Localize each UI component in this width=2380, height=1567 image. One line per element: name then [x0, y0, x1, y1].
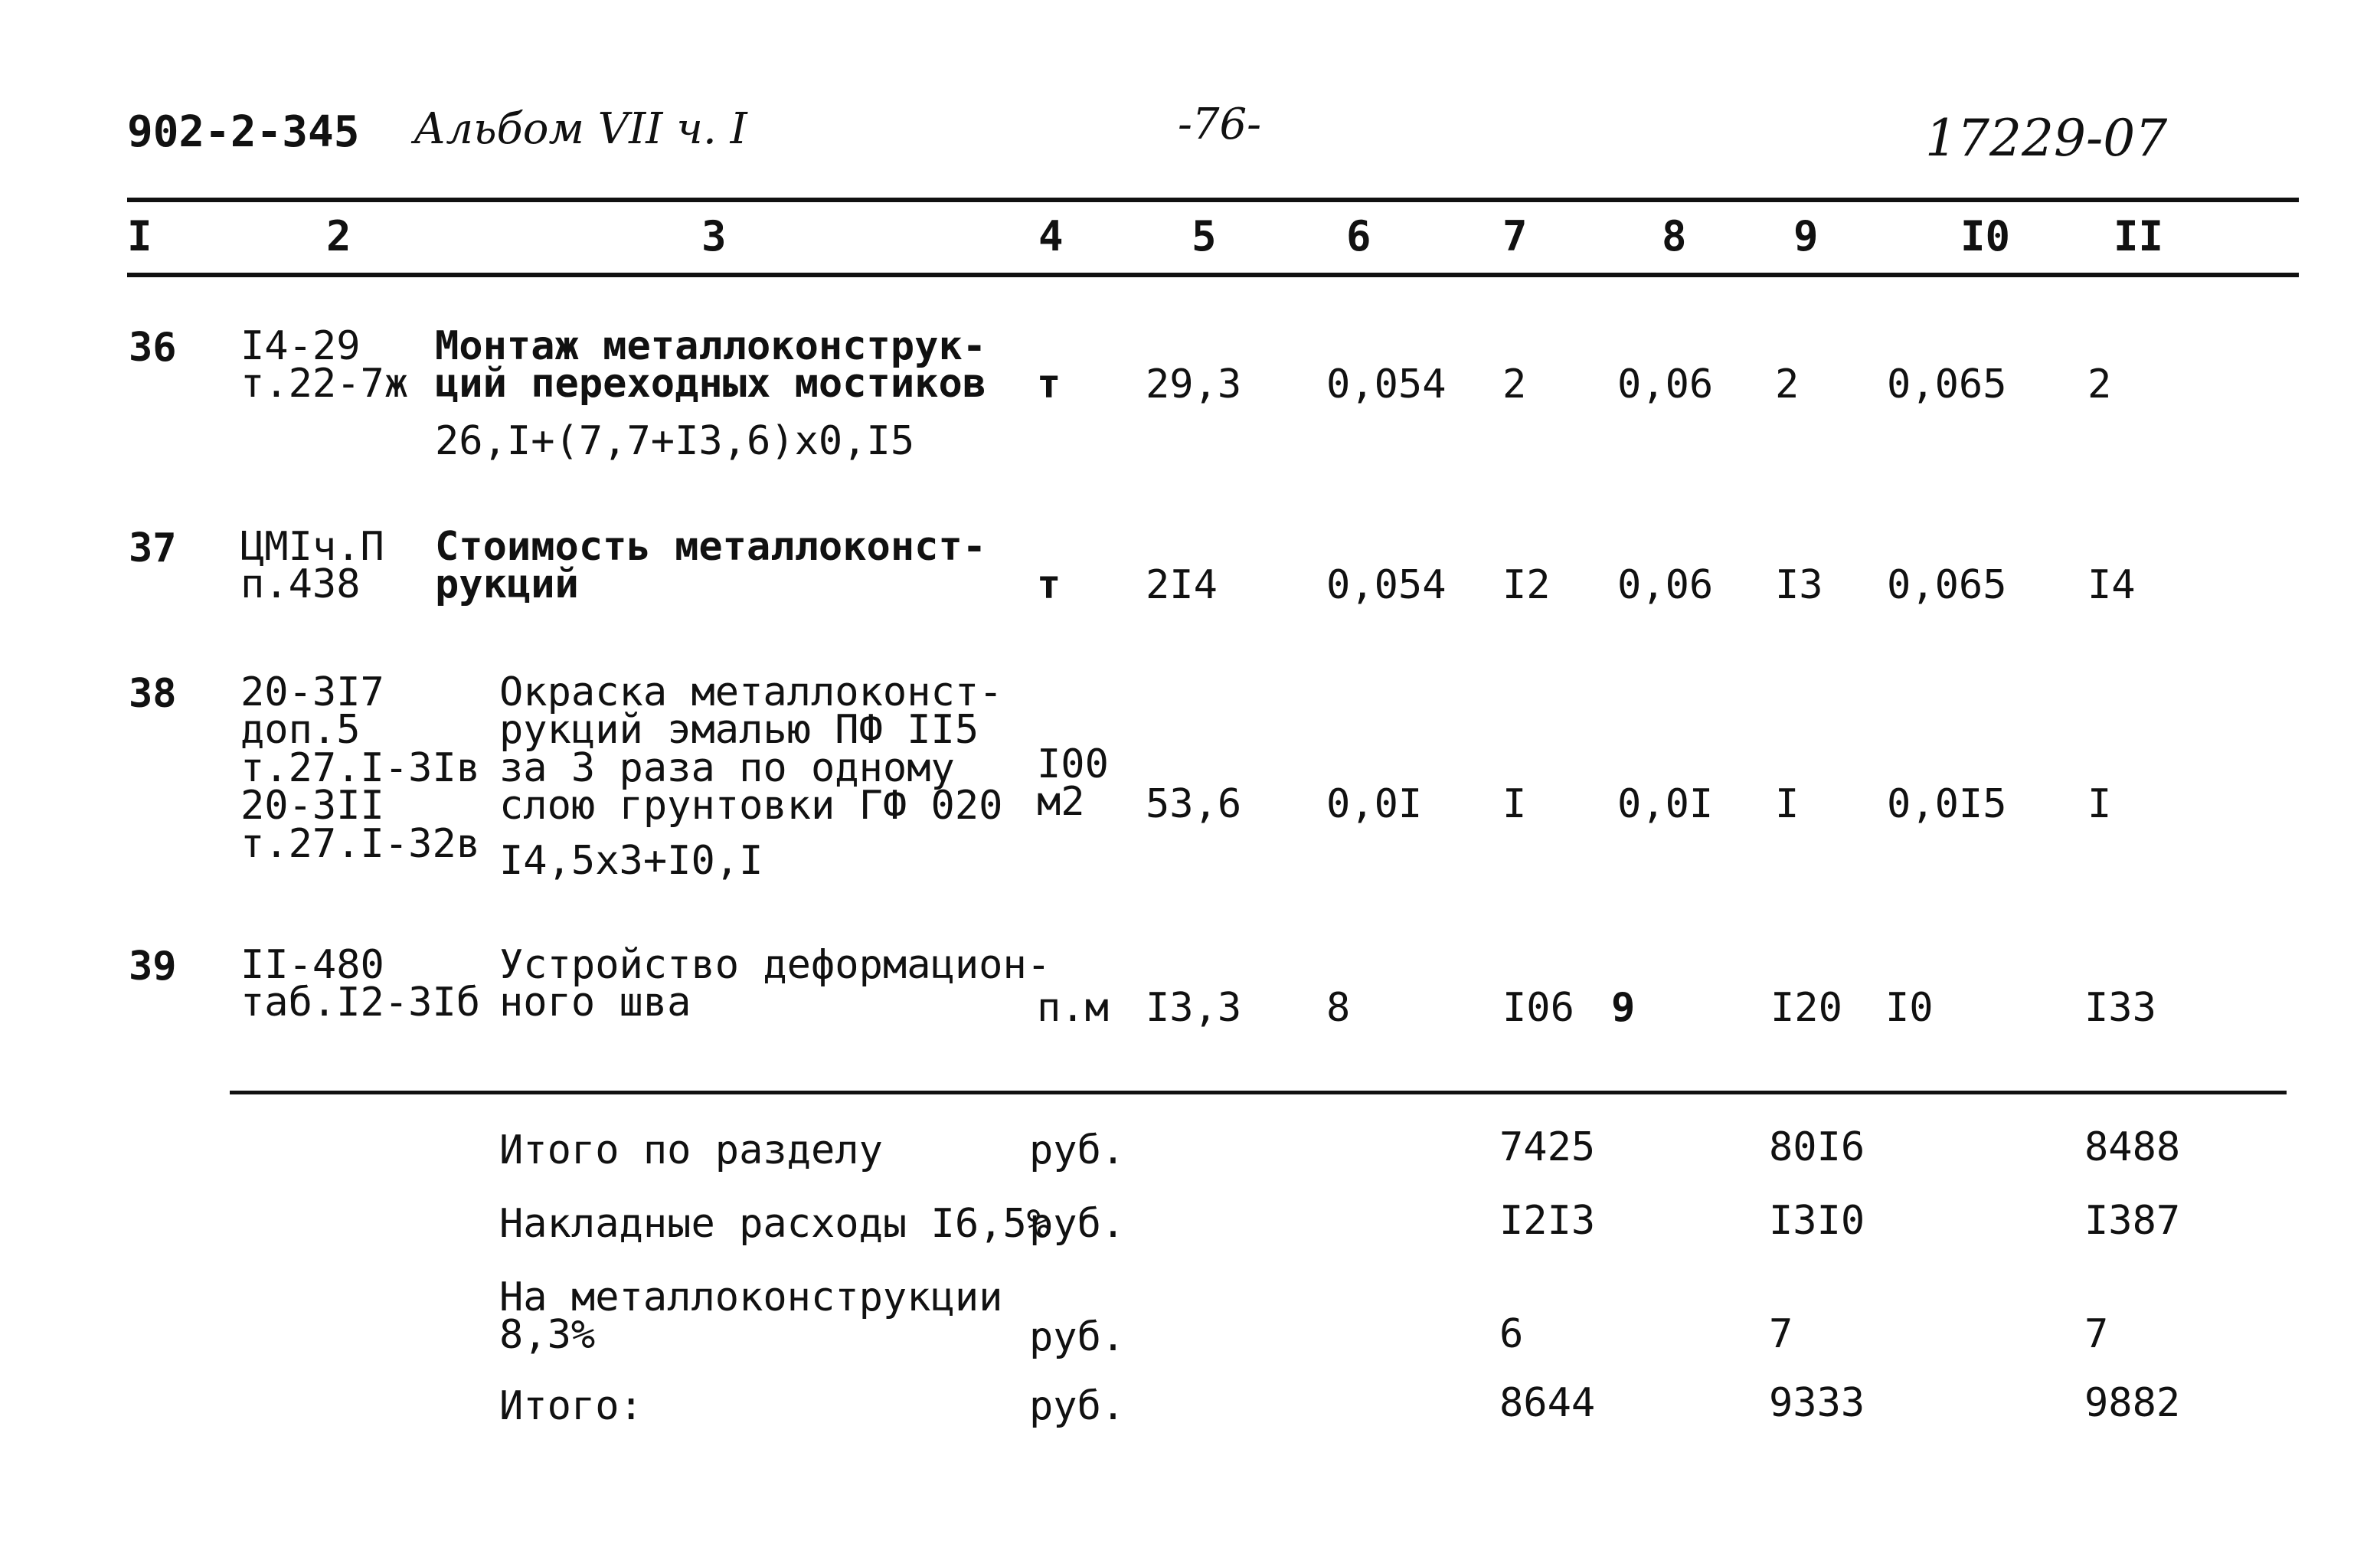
row-value-col10: 0,065	[1887, 361, 2007, 407]
column-header-10: I0	[1960, 212, 2011, 260]
row-value-col10: 0,0I5	[1887, 781, 2007, 827]
totals-rule	[230, 1091, 2287, 1094]
row-value-col11: I4	[2087, 562, 2136, 608]
totals-label: На металлоконструкции 8,3%	[499, 1274, 1003, 1359]
column-header-4: 4	[1038, 212, 1064, 260]
page-number: -76-	[1178, 100, 1262, 149]
album-label: Альбом VII ч. I	[414, 104, 747, 154]
row-unit: т	[1037, 562, 1061, 608]
row-value-col7: I	[1502, 781, 1527, 827]
totals-col7: 8644	[1499, 1380, 1596, 1426]
totals-col9: 80I6	[1769, 1124, 1865, 1170]
column-header-5: 5	[1192, 212, 1217, 260]
totals-col11: 7	[2084, 1311, 2109, 1357]
row-reference: 20-3I7 доп.5 т.27.I-3Iв 20-3II т.27.I-32в	[240, 669, 481, 867]
totals-unit: руб.	[1029, 1314, 1126, 1360]
row-number: 39	[129, 944, 177, 990]
row-value-col10: 0,065	[1887, 562, 2007, 608]
column-header-6: 6	[1346, 212, 1371, 260]
row-value-col6: 0,054	[1326, 361, 1447, 407]
row-unit: I00 м2	[1037, 741, 1109, 826]
row-value-col8: 0,06	[1617, 562, 1714, 608]
row-value-col5: 53,6	[1146, 781, 1242, 827]
column-header-2: 2	[326, 212, 351, 260]
row-value-col5: 29,3	[1146, 361, 1242, 407]
totals-col7: 7425	[1499, 1124, 1596, 1170]
row-formula: 26,I+(7,7+I3,6)x0,I5	[435, 418, 915, 464]
row-value-col8: 0,0I	[1617, 781, 1714, 827]
totals-unit: руб.	[1029, 1383, 1126, 1429]
row-reference: II-480 таб.I2-3Iб	[240, 942, 481, 1026]
row-value-col11: I	[2087, 781, 2112, 827]
doc-number: 17229-07	[1925, 109, 2168, 168]
totals-label: Накладные расходы I6,5%	[499, 1201, 1051, 1247]
totals-col11: 9882	[2084, 1380, 2181, 1426]
totals-col11: I387	[2084, 1198, 2181, 1244]
row-description: Окраска металлоконст- рукций эмалью ПФ II5 за 3 раза по одному слою грунтовки ГФ 020	[499, 669, 1003, 829]
totals-label: Итого по разделу	[499, 1127, 883, 1173]
column-header-11: II	[2114, 212, 2164, 260]
totals-unit: руб.	[1029, 1127, 1126, 1173]
row-value-col6: 0,0I	[1326, 781, 1423, 827]
row-reference: ЦМIч.П п.438	[240, 524, 384, 608]
row-value-col11: I33	[2084, 985, 2156, 1031]
row-number: 36	[129, 325, 177, 371]
row-number: 38	[129, 671, 177, 717]
totals-col7: 6	[1499, 1311, 1524, 1357]
totals-col9: 9333	[1769, 1380, 1865, 1426]
row-value-col11: 2	[2087, 361, 2112, 407]
row-number: 37	[129, 525, 177, 571]
row-value-col9: I20	[1770, 985, 1842, 1031]
totals-col9: I3I0	[1769, 1198, 1865, 1244]
column-header-3: 3	[701, 212, 727, 260]
totals-label: Итого:	[499, 1383, 643, 1429]
row-description: Стоимость металлоконст- рукций	[435, 524, 987, 608]
row-unit: т	[1037, 361, 1061, 407]
row-value-col5: 2I4	[1146, 562, 1218, 608]
totals-col7: I2I3	[1499, 1198, 1596, 1244]
row-value-col9: I3	[1775, 562, 1823, 608]
row-unit: п.м	[1037, 985, 1109, 1031]
row-value-col7: I2	[1502, 562, 1551, 608]
row-value-col9: 2	[1775, 361, 1800, 407]
row-formula: I4,5x3+I0,I	[499, 838, 763, 884]
totals-col11: 8488	[2084, 1124, 2181, 1170]
row-description: Устройство деформацион- ного шва	[499, 942, 1051, 1026]
totals-col9: 7	[1769, 1311, 1793, 1357]
column-header-9: 9	[1793, 212, 1819, 260]
row-value-col8: 0,06	[1617, 361, 1714, 407]
row-reference: I4-29 т.22-7ж	[240, 323, 409, 407]
totals-unit: руб.	[1029, 1201, 1126, 1247]
row-value-col7: 2	[1502, 361, 1527, 407]
row-value-col10: I0	[1885, 985, 1934, 1031]
row-value-col7: I06	[1502, 985, 1574, 1031]
column-header-7: 7	[1502, 212, 1528, 260]
header-top-rule	[127, 198, 2299, 202]
header-bottom-rule	[127, 273, 2299, 277]
row-value-col6: 8	[1326, 985, 1351, 1031]
row-value-col8: 9	[1611, 985, 1636, 1031]
row-value-col9: I	[1775, 781, 1800, 827]
column-header-1: I	[127, 212, 152, 260]
row-value-col6: 0,054	[1326, 562, 1447, 608]
row-description: Монтаж металлоконструк- ций переходных мостиков	[435, 323, 987, 407]
column-header-8: 8	[1662, 212, 1687, 260]
row-value-col5: I3,3	[1146, 985, 1242, 1031]
document-code: 902-2-345	[127, 107, 360, 157]
